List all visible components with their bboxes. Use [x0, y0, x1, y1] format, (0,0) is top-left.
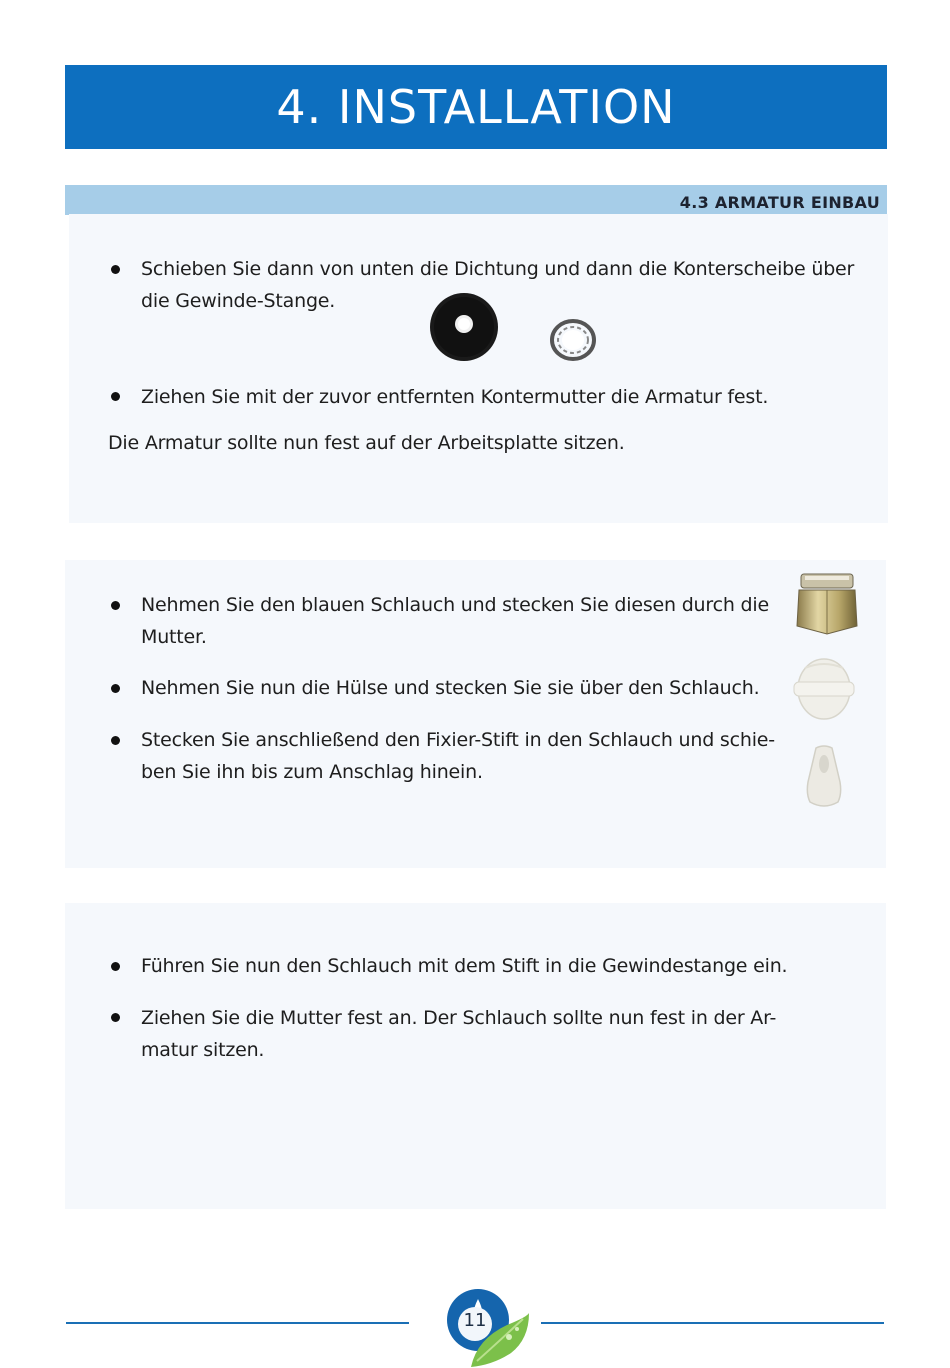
instruction-text: Nehmen Sie nun die Hülse und stecken Sie sie über den Schlauch.: [141, 677, 760, 699]
bullet-dot: [111, 265, 120, 274]
bullet-dot: [111, 1013, 120, 1022]
instruction-text: ben Sie ihn bis zum Anschlag hinein.: [141, 761, 483, 783]
chapter-title: 4. INSTALLATION: [276, 80, 676, 134]
chapter-header: [65, 65, 887, 149]
bullet-dot: [111, 736, 120, 745]
instruction-text: die Gewinde-Stange.: [141, 290, 336, 312]
footer-divider-right: [541, 1322, 884, 1324]
note-text: Die Armatur sollte nun fest auf der Arbeitsplatte sitzen.: [108, 432, 625, 454]
lock-washer-icon: [549, 318, 597, 362]
section-title: 4.3 ARMATUR EINBAU: [679, 193, 880, 212]
bullet-dot: [111, 962, 120, 971]
fixing-pin-icon: [802, 744, 846, 810]
instruction-text: Führen Sie nun den Schlauch mit dem Stift in die Gewindestange ein.: [141, 955, 788, 977]
sleeve-icon: [791, 656, 857, 722]
instruction-text: Mutter.: [141, 626, 207, 648]
instruction-text: Schieben Sie dann von unten die Dichtung und dann die Konterscheibe über: [141, 258, 855, 280]
instruction-text: Ziehen Sie die Mutter fest an. Der Schlauch sollte nun fest in der Ar-: [141, 1007, 777, 1029]
bullet-dot: [111, 684, 120, 693]
nut-icon: [795, 570, 859, 636]
instruction-text: matur sitzen.: [141, 1039, 265, 1061]
bullet-dot: [111, 601, 120, 610]
instruction-text: Stecken Sie anschließend den Fixier-Stift in den Schlauch und schie-: [141, 729, 775, 751]
footer-divider-left: [66, 1322, 409, 1324]
bullet-dot: [111, 392, 120, 401]
instruction-text: Ziehen Sie mit der zuvor entfernten Kontermutter die Armatur fest.: [141, 386, 769, 408]
page-number: 11: [463, 1310, 487, 1331]
section-header: [65, 185, 887, 215]
gasket-icon: [428, 291, 500, 363]
instruction-text: Nehmen Sie den blauen Schlauch und stecken Sie diesen durch die: [141, 594, 769, 616]
